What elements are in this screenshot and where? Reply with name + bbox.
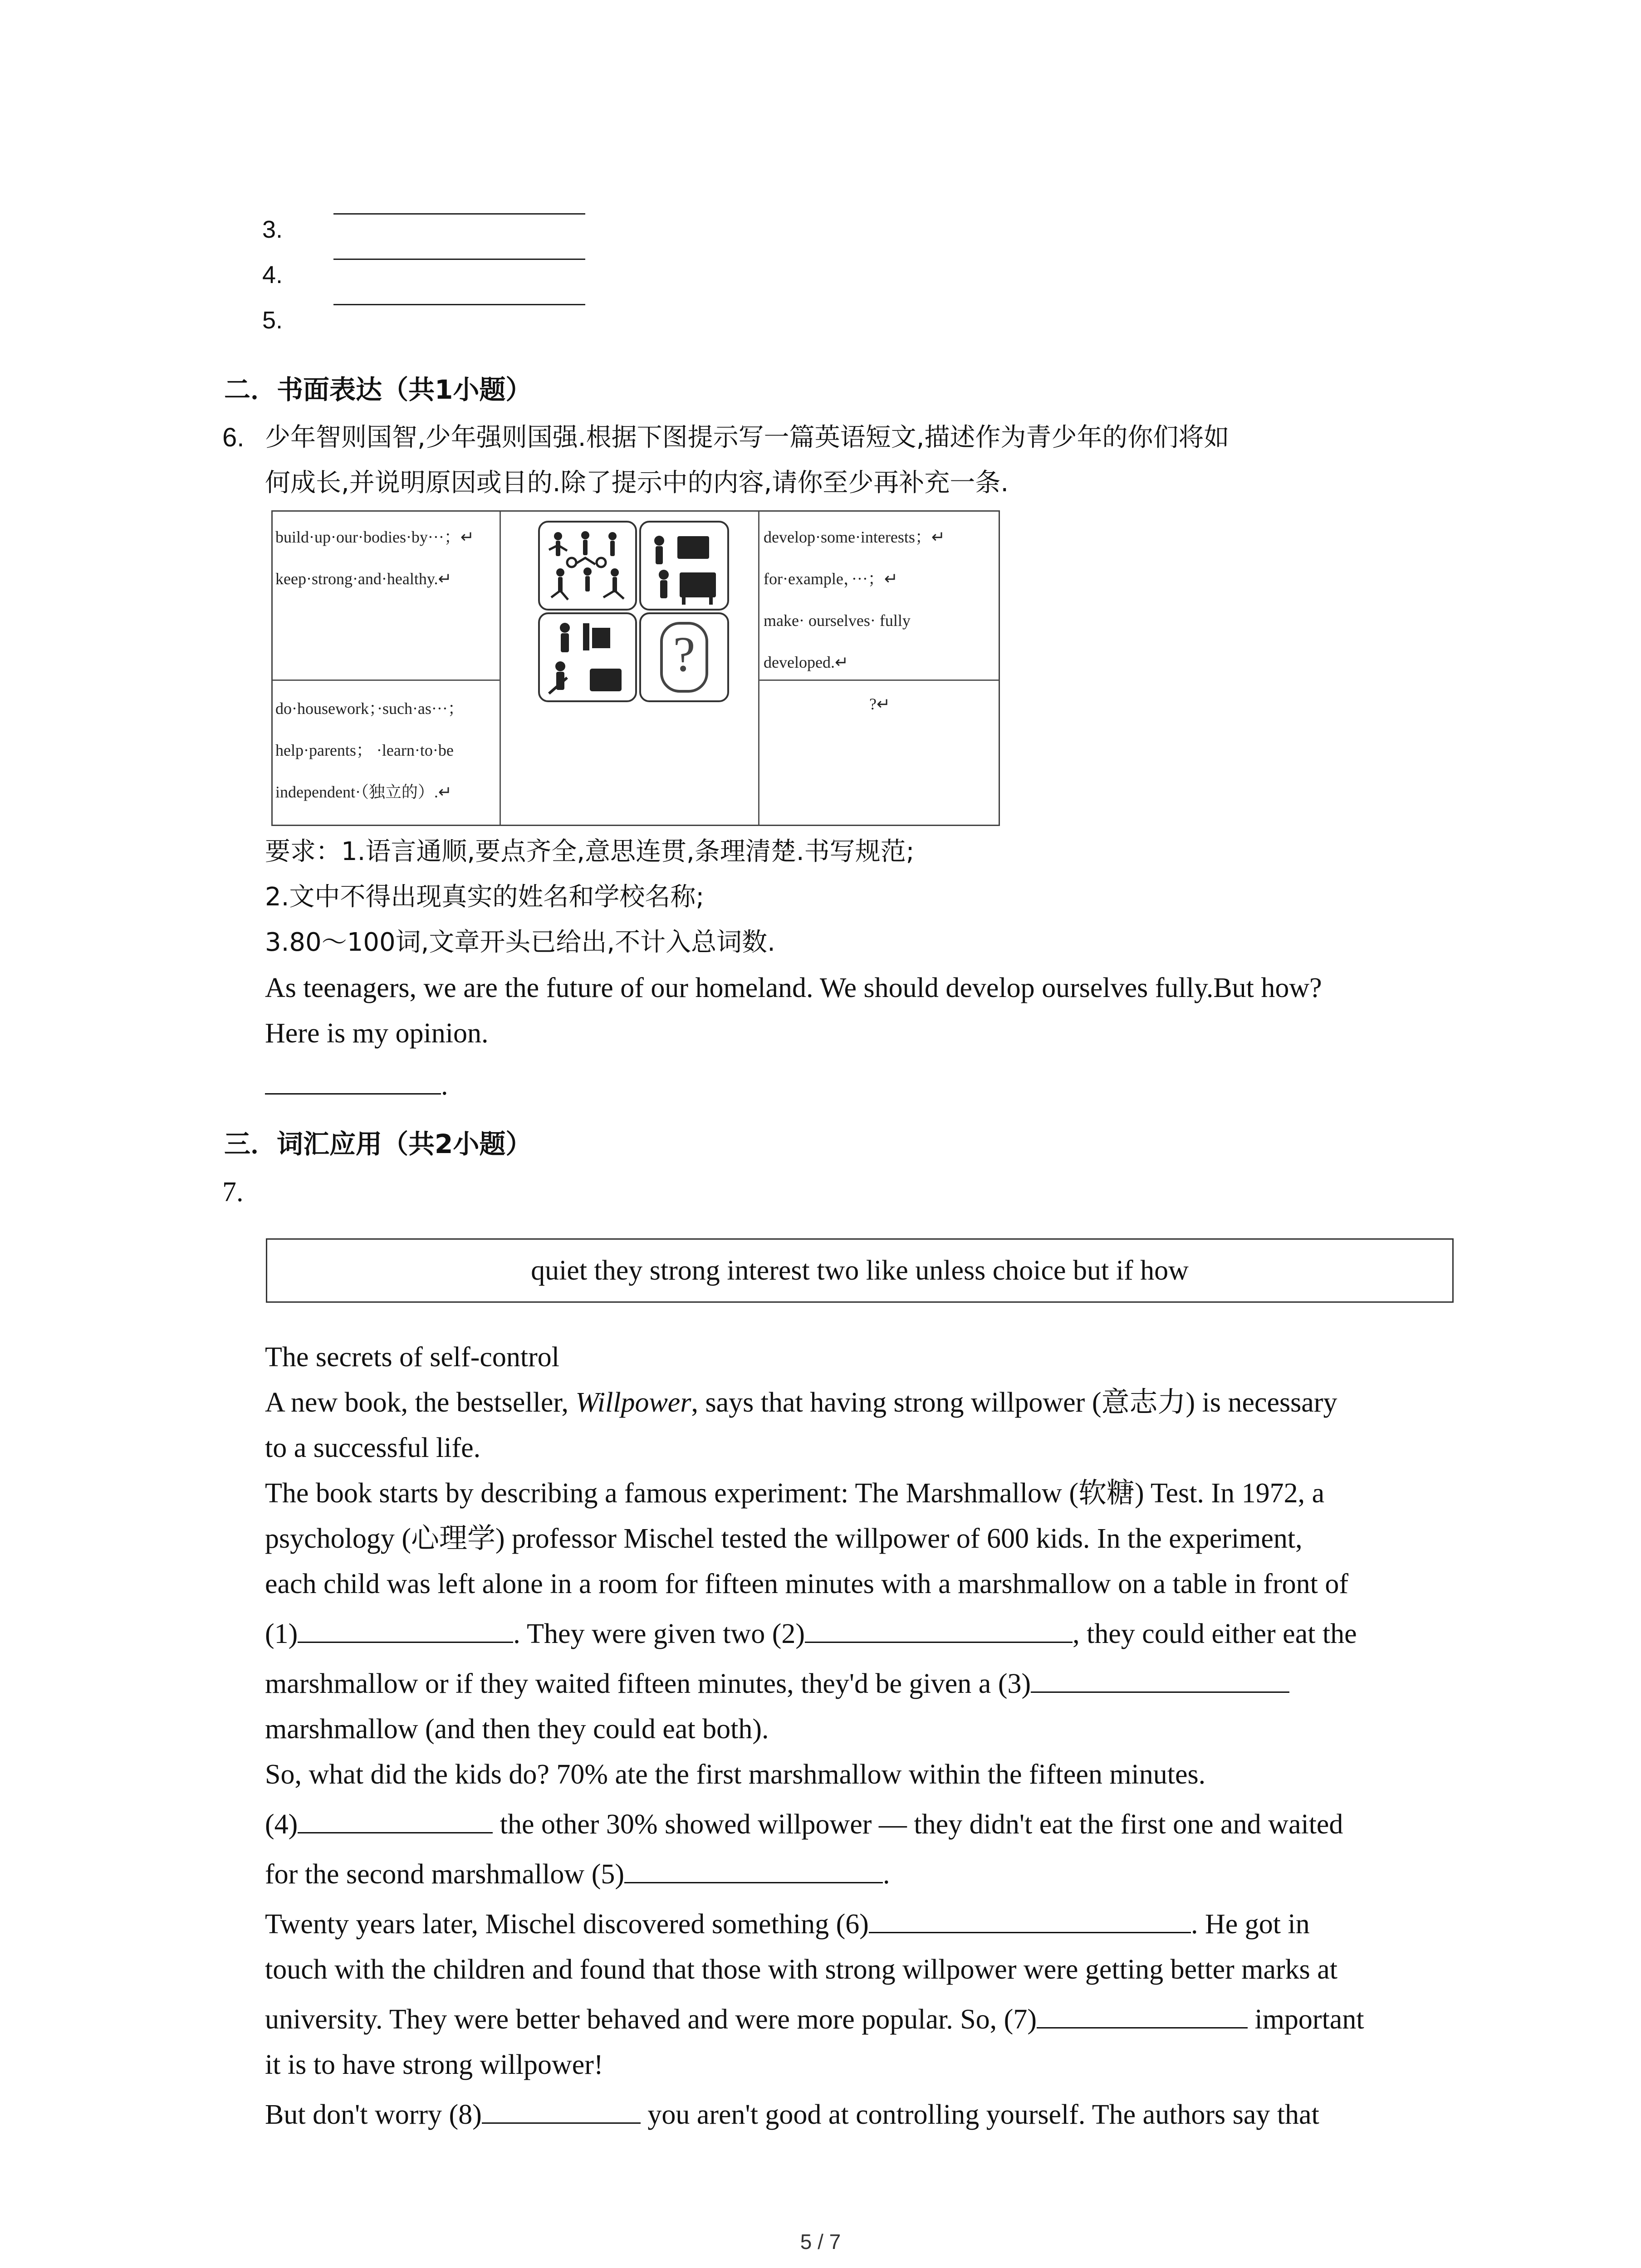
blank-5[interactable] xyxy=(624,1855,883,1883)
word-bank: quiet they strong interest two like unless choice but if how xyxy=(531,1255,1189,1286)
table-text: for·example，···；↵ xyxy=(764,570,898,588)
answer-line-3[interactable] xyxy=(333,259,585,260)
answer-line-4[interactable] xyxy=(333,304,585,305)
table-text: keep·strong·and·healthy.↵ xyxy=(275,570,452,588)
passage-line: it is to have strong willpower! xyxy=(265,2049,603,2080)
passage-line: A new book, the bestseller, Willpower, says that having strong willpower (意志力) is necessary xyxy=(265,1387,1337,1418)
question-mark: ? xyxy=(673,626,696,682)
section-heading-vocabulary: 三．词汇应用（共2小题） xyxy=(224,1129,532,1159)
q6-requirement-2: 2.文中不得出现真实的姓名和学校名称; xyxy=(265,882,705,912)
q6-opening-line1: As teenagers, we are the future of our homeland. We should develop ourselves fully.But how? xyxy=(265,973,1322,1003)
blank-3[interactable] xyxy=(1031,1664,1289,1693)
q6-prompt-line1: 少年智则国智,少年强则国强.根据下图提示写一篇英语短文,描述作为青少年的你们将如 xyxy=(265,423,1230,452)
q6-requirement-1: 要求：1.语言通顺,要点齐全,意思连贯,条理清楚.书写规范; xyxy=(265,837,915,866)
list-number-3: 3. xyxy=(262,216,283,243)
blank-6[interactable] xyxy=(869,1905,1191,1933)
question-mark-icon xyxy=(639,612,729,702)
passage-line: to a successful life. xyxy=(265,1432,481,1463)
blank-1[interactable] xyxy=(298,1614,513,1643)
music-instruments-icon xyxy=(639,521,729,611)
q6-answer-blank[interactable]: . xyxy=(265,1063,448,1108)
table-text: build·up·our·bodies·by···；↵ xyxy=(275,528,475,546)
passage-title: The secrets of self-control xyxy=(265,1342,560,1373)
blank-8[interactable] xyxy=(482,2095,641,2124)
passage-line: psychology (心理学) professor Mischel tested the willpower of 600 kids. In the experiment, xyxy=(265,1523,1303,1554)
passage-line-blank-6: Twenty years later, Mischel discovered something (6) . He got in xyxy=(265,1901,1310,1947)
table-text: do·housework；·such·as···； xyxy=(275,699,464,718)
q6-prompt-line2: 何成长,并说明原因或目的.除了提示中的内容,请你至少再补充一条. xyxy=(265,468,1009,498)
passage-line-blank-3: marshmallow or if they waited fifteen minutes, they'd be given a (3) xyxy=(265,1661,1289,1706)
passage-line-blank-7: university. They were better behaved and were more popular. So, (7) important xyxy=(265,1997,1364,2042)
passage-line-blanks-1-2: (1) . They were given two (2) , they could either eat the xyxy=(265,1611,1357,1657)
blank-7[interactable] xyxy=(1037,2000,1248,2028)
word-bank-box xyxy=(266,1238,1454,1303)
housework-icon xyxy=(538,612,637,702)
sports-figures-icon xyxy=(538,521,637,611)
passage-line-blank-8: But don't worry (8) you aren't good at controlling yourself. The authors say that xyxy=(265,2092,1319,2137)
table-text: developed.↵ xyxy=(764,653,849,671)
table-text: ?↵ xyxy=(869,695,891,713)
table-text: independent·（独立的）.↵ xyxy=(275,783,452,801)
blank-2[interactable] xyxy=(805,1614,1073,1643)
question-number-7: 7. xyxy=(222,1177,244,1207)
passage-line: So, what did the kids do? 70% ate the first marshmallow within the fifteen minutes. xyxy=(265,1759,1206,1790)
q6-opening-line2: Here is my opinion. xyxy=(265,1018,489,1049)
blank-4[interactable] xyxy=(298,1805,493,1833)
answer-line-2[interactable] xyxy=(333,213,585,215)
q6-requirement-3: 3.80～100词,文章开头已给出,不计入总词数. xyxy=(265,928,775,957)
section-heading-writing: 二．书面表达（共1小题） xyxy=(224,374,532,405)
list-number-5: 5. xyxy=(262,307,283,334)
table-text: develop·some·interests；↵ xyxy=(764,528,945,546)
hint-picture-table xyxy=(271,510,1000,826)
passage-line: The book starts by describing a famous experiment: The Marshmallow (软糖) Test. In 1972, a xyxy=(265,1478,1325,1509)
passage-line: each child was left alone in a room for fifteen minutes with a marshmallow on a table in front of xyxy=(265,1569,1348,1599)
list-number-4: 4. xyxy=(262,261,283,288)
passage-line: touch with the children and found that those with strong willpower were getting better marks at xyxy=(265,1954,1338,1985)
page-number: 5 / 7 xyxy=(800,2230,841,2253)
question-number-6: 6. xyxy=(222,423,245,452)
passage-line: marshmallow (and then they could eat both). xyxy=(265,1714,769,1745)
passage-line-blank-4: (4) the other 30% showed willpower — they didn't eat the first one and waited xyxy=(265,1802,1343,1847)
passage-line-blank-5: for the second marshmallow (5) . xyxy=(265,1852,890,1897)
table-text: make· ourselves· fully xyxy=(764,611,911,630)
table-text: help·parents； ·learn·to·be xyxy=(275,741,454,759)
